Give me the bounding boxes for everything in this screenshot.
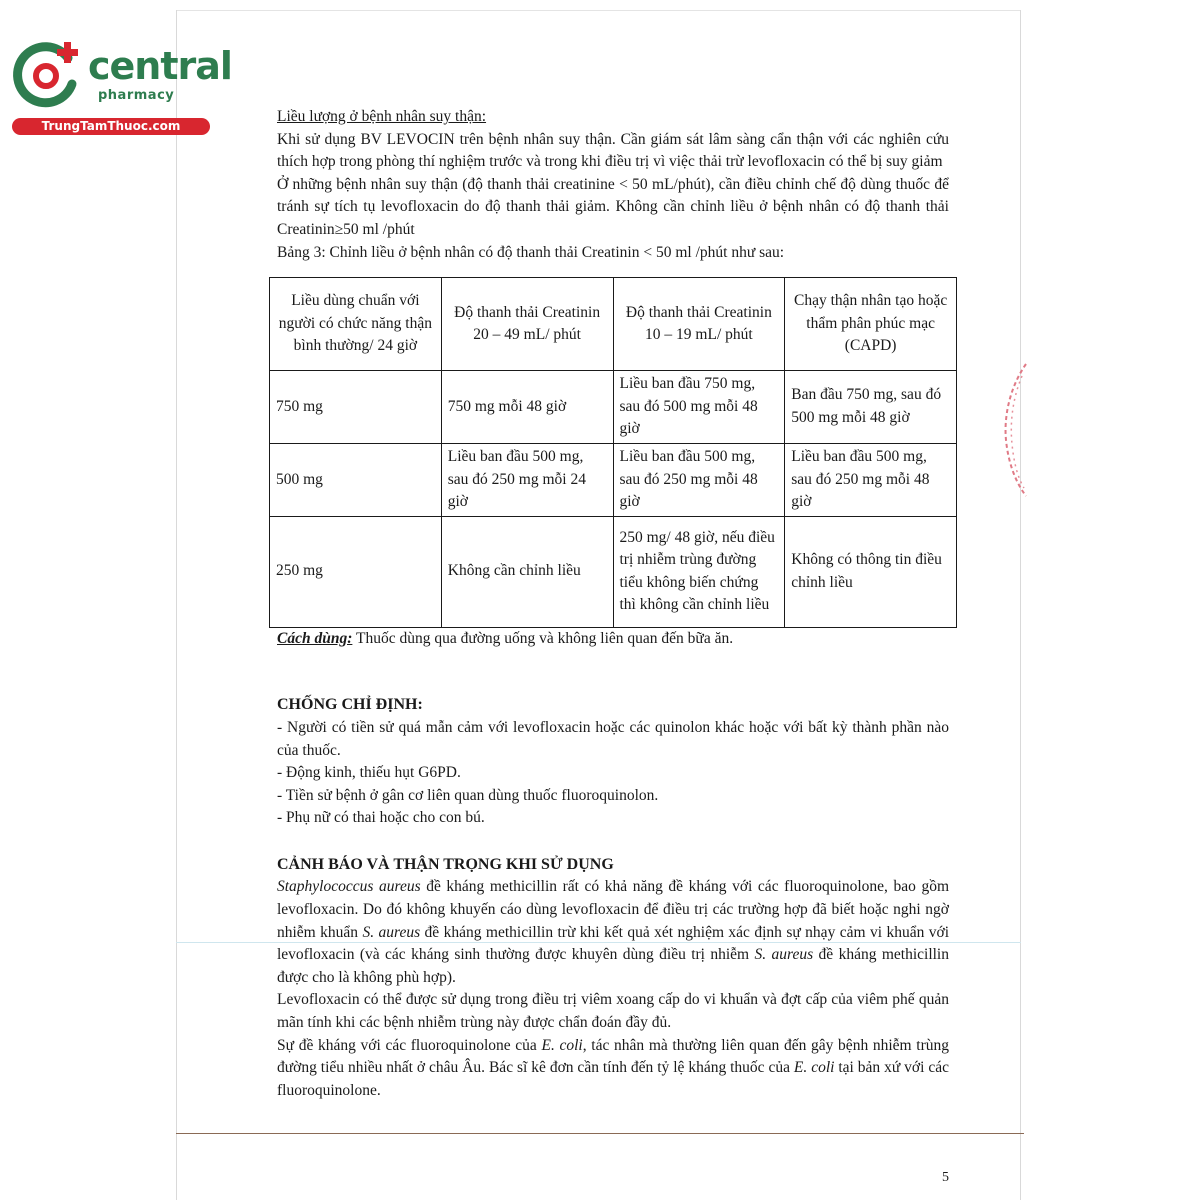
table-header-cell: Chạy thận nhân tạo hoặc thẩm phân phúc mạc (CAPD) [785, 278, 957, 371]
renal-para-1: Khi sử dụng BV LEVOCIN trên bệnh nhân suy thận. Cần giám sát lâm sàng cẩn thận với các nghiên cứu thích hợp trong phòng thí nghiệm trước và trong khi điều trị vì việc thải trừ levofloxacin có thể bị suy giảm [277, 130, 949, 171]
text-run: , tác nhân mà thường liên quan đến gây bệnh nhiễm trùng đường tiểu nhiều nhất ở châu Âu. Bác sĩ kê đơn cần tính đến tỷ lệ kháng thuốc của [277, 1036, 949, 1077]
spacer [277, 650, 949, 694]
page-edge-top [176, 10, 1021, 11]
logo-subtitle: pharmacy [98, 88, 175, 103]
table-cell: 250 mg/ 48 giờ, nếu điều trị nhiễm trùng đường tiểu không biến chứng thì không cần chỉnh liều [613, 516, 785, 627]
contraindication-item: - Động kinh, thiếu hụt G6PD. [277, 764, 461, 782]
italic-term: E. coli [541, 1036, 583, 1054]
table-cell: Liều ban đầu 500 mg, sau đó 250 mg mỗi 48 giờ [613, 443, 785, 516]
spacer [277, 830, 949, 854]
italic-term: E. coli [793, 1059, 835, 1077]
italic-term: S. aureus [754, 946, 814, 964]
table-cell: Liều ban đầu 500 mg, sau đó 250 mg mỗi 24 giờ [441, 443, 613, 516]
text-run: Sự đề kháng với các fluoroquinolone của [277, 1036, 542, 1054]
table-row [270, 516, 957, 627]
table-cell: Không cần chỉnh liều [441, 516, 613, 627]
usage-text: Thuốc dùng qua đường uống và không liên quan đến bữa ăn. [352, 629, 734, 647]
table-cell: 750 mg mỗi 48 giờ [441, 371, 613, 444]
table-header-cell: Liều dùng chuẩn với người có chức năng thận bình thường/ 24 giờ [270, 278, 442, 371]
dose-adjustment-table [269, 277, 957, 628]
table-cell: 250 mg [270, 516, 442, 627]
italic-term: Staphylococcus aureus [277, 878, 421, 896]
text-run: đề kháng methicillin được cho là không phù hợp). [277, 946, 949, 986]
table-header-cell: Độ thanh thải Creatinin 10 – 19 mL/ phút [613, 278, 785, 371]
usage-label: Cách dùng: [277, 629, 353, 647]
page-edge-left [176, 10, 177, 1200]
text-run: tại bản xứ với các fluoroquinolone. [277, 1059, 949, 1099]
contraindication-item: - Tiền sử bệnh ở gân cơ liên quan dùng thuốc fluoroquinolon. [277, 786, 659, 804]
contraindication-item: - Người có tiền sử quá mẫn cảm với levofloxacin hoặc các quinolon khác hoặc với bất kỳ thành phần nào của thuốc. [277, 718, 949, 759]
central-pharmacy-logo[interactable] [10, 36, 232, 136]
renal-para-2: Ở những bệnh nhân suy thận (độ thanh thải creatinine < 50 mL/phút), cần điều chỉnh chế độ dùng thuốc để tránh sự tích tụ levofloxacin do độ thanh thải giảm. Không cần chỉnh liều ở bệnh nhân có độ thanh thải Creatinin≥50 ml /phút [277, 175, 949, 238]
warnings-para-1 [277, 876, 949, 989]
logo-url-link[interactable]: TrungTamThuoc.com [12, 118, 210, 135]
contraindication-item: - Phụ nữ có thai hoặc cho con bú. [277, 809, 485, 827]
bottom-rule [176, 1133, 1024, 1134]
table-cell: Liều ban đầu 500 mg, sau đó 250 mg mỗi 48 giờ [785, 443, 957, 516]
pharmacy-cross-icon [10, 36, 90, 116]
warnings-para-2: Levofloxacin có thể được sử dụng trong điều trị viêm xoang cấp do vi khuẩn và đợt cấp của viêm phế quản mãn tính khi các bệnh nhiễm trùng này được chẩn đoán đầy đủ. [277, 991, 949, 1032]
usage-line [277, 628, 949, 651]
italic-term: S. aureus [362, 923, 421, 941]
text-run: đề kháng methicillin trừ khi kết quả xét nghiệm xác định sự nhạy cảm vi khuẩn với levofloxacin (và các kháng sinh thường được khuyên dùng điều trị nhiễm [277, 923, 950, 964]
document-body [277, 106, 949, 1102]
warnings-para-3 [277, 1035, 949, 1103]
warnings-title: CẢNH BÁO VÀ THẬN TRỌNG KHI SỬ DỤNG [277, 855, 614, 873]
table-cell: 500 mg [270, 443, 442, 516]
table-cell: Không có thông tin điều chỉnh liều [785, 516, 957, 627]
table-cell: Liều ban đầu 750 mg, sau đó 500 mg mỗi 48 giờ [613, 371, 785, 444]
table-header-cell: Độ thanh thải Creatinin 20 – 49 mL/ phút [441, 278, 613, 371]
table-row [270, 443, 957, 516]
text-run: đề kháng methicillin rất có khả năng đề kháng với các fluoroquinolone, bao gồm levofloxacin. Do đó không khuyến cáo dùng levofloxacin để điều trị các trường hợp đã biết hoặc nghi ngờ nhiễm khuẩn [277, 878, 949, 941]
renal-dosage-heading: Liều lượng ở bệnh nhân suy thận: [277, 108, 487, 125]
table-header-row [270, 278, 957, 371]
table-cell: Ban đầu 750 mg, sau đó 500 mg mỗi 48 giờ [785, 371, 957, 444]
logo-brand-name: central [88, 44, 232, 88]
contraindications-title: CHỐNG CHỈ ĐỊNH: [277, 696, 423, 714]
red-stamp-edge [998, 360, 1028, 500]
table-row [270, 371, 957, 444]
table-caption: Bảng 3: Chỉnh liều ở bệnh nhân có độ thanh thải Creatinin < 50 ml /phút như sau: [277, 243, 785, 261]
page-edge-right [1020, 10, 1021, 1200]
page-number: 5 [942, 1170, 949, 1185]
table-cell: 750 mg [270, 371, 442, 444]
